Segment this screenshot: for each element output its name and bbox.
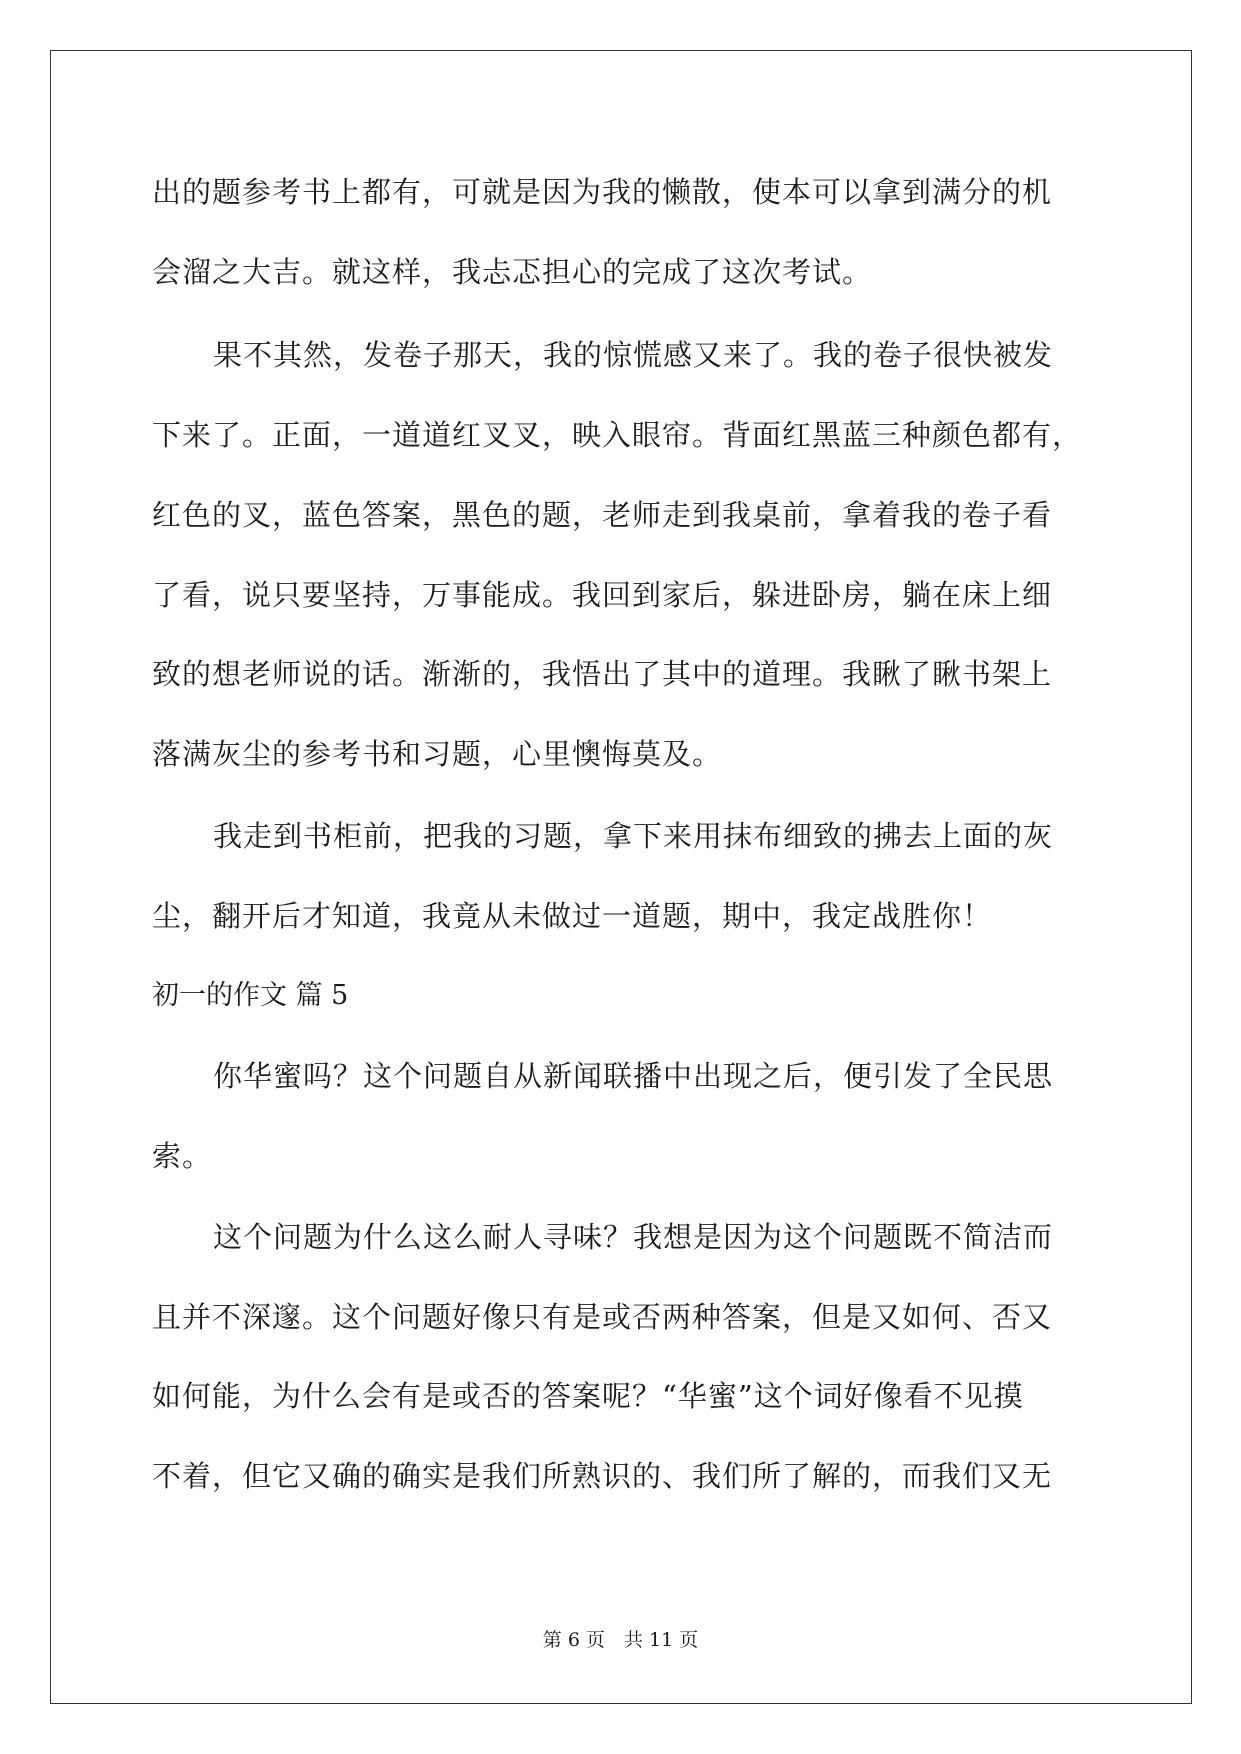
body-line: 下来了。正面，一道道红叉叉，映入眼帘。背面红黑蓝三种颜色都有，	[152, 418, 1083, 452]
body-line: 如何能，为什么会有是或否的答案呢？“华蜜”这个词好像看不见摸	[152, 1379, 1024, 1413]
body-line: 索。	[152, 1139, 213, 1173]
body-line: 出的题参考书上都有，可就是因为我的懒散，使本可以拿到满分的机	[152, 175, 1053, 209]
paragraph-first-line: 我走到书柜前，把我的习题，拿下来用抹布细致的拂去上面的灰	[213, 819, 1054, 853]
paragraph-first-line: 果不其然，发卷子那天，我的惊慌感又来了。我的卷子很快被发	[213, 338, 1054, 372]
body-line: 且并不深邃。这个问题好像只有是或否两种答案，但是又如何、否又	[152, 1300, 1053, 1334]
body-line: 不着，但它又确的确实是我们所熟识的、我们所了解的，而我们又无	[152, 1459, 1053, 1493]
body-line: 落满灰尘的参考书和习题，心里懊悔莫及。	[152, 737, 723, 771]
section-heading: 初一的作文 篇 5	[152, 980, 349, 1011]
body-line: 尘，翻开后才知道，我竟从未做过一道题，期中，我定战胜你！	[152, 899, 993, 933]
body-line: 会溜之大吉。就这样，我忐忑担心的完成了这次考试。	[152, 255, 873, 289]
paragraph-first-line: 你华蜜吗？这个问题自从新闻联播中出现之后，便引发了全民思	[213, 1059, 1054, 1093]
body-line: 致的想老师说的话。渐渐的，我悟出了其中的道理。我瞅了瞅书架上	[152, 657, 1053, 691]
body-line: 红色的叉，蓝色答案，黑色的题，老师走到我桌前，拿着我的卷子看	[152, 498, 1053, 532]
paragraph-first-line: 这个问题为什么这么耐人寻味？我想是因为这个问题既不简洁而	[213, 1220, 1054, 1254]
page-number: 第 6 页 共 11 页	[542, 1629, 699, 1651]
body-line: 了看，说只要坚持，万事能成。我回到家后，躲进卧房，躺在床上细	[152, 578, 1053, 612]
